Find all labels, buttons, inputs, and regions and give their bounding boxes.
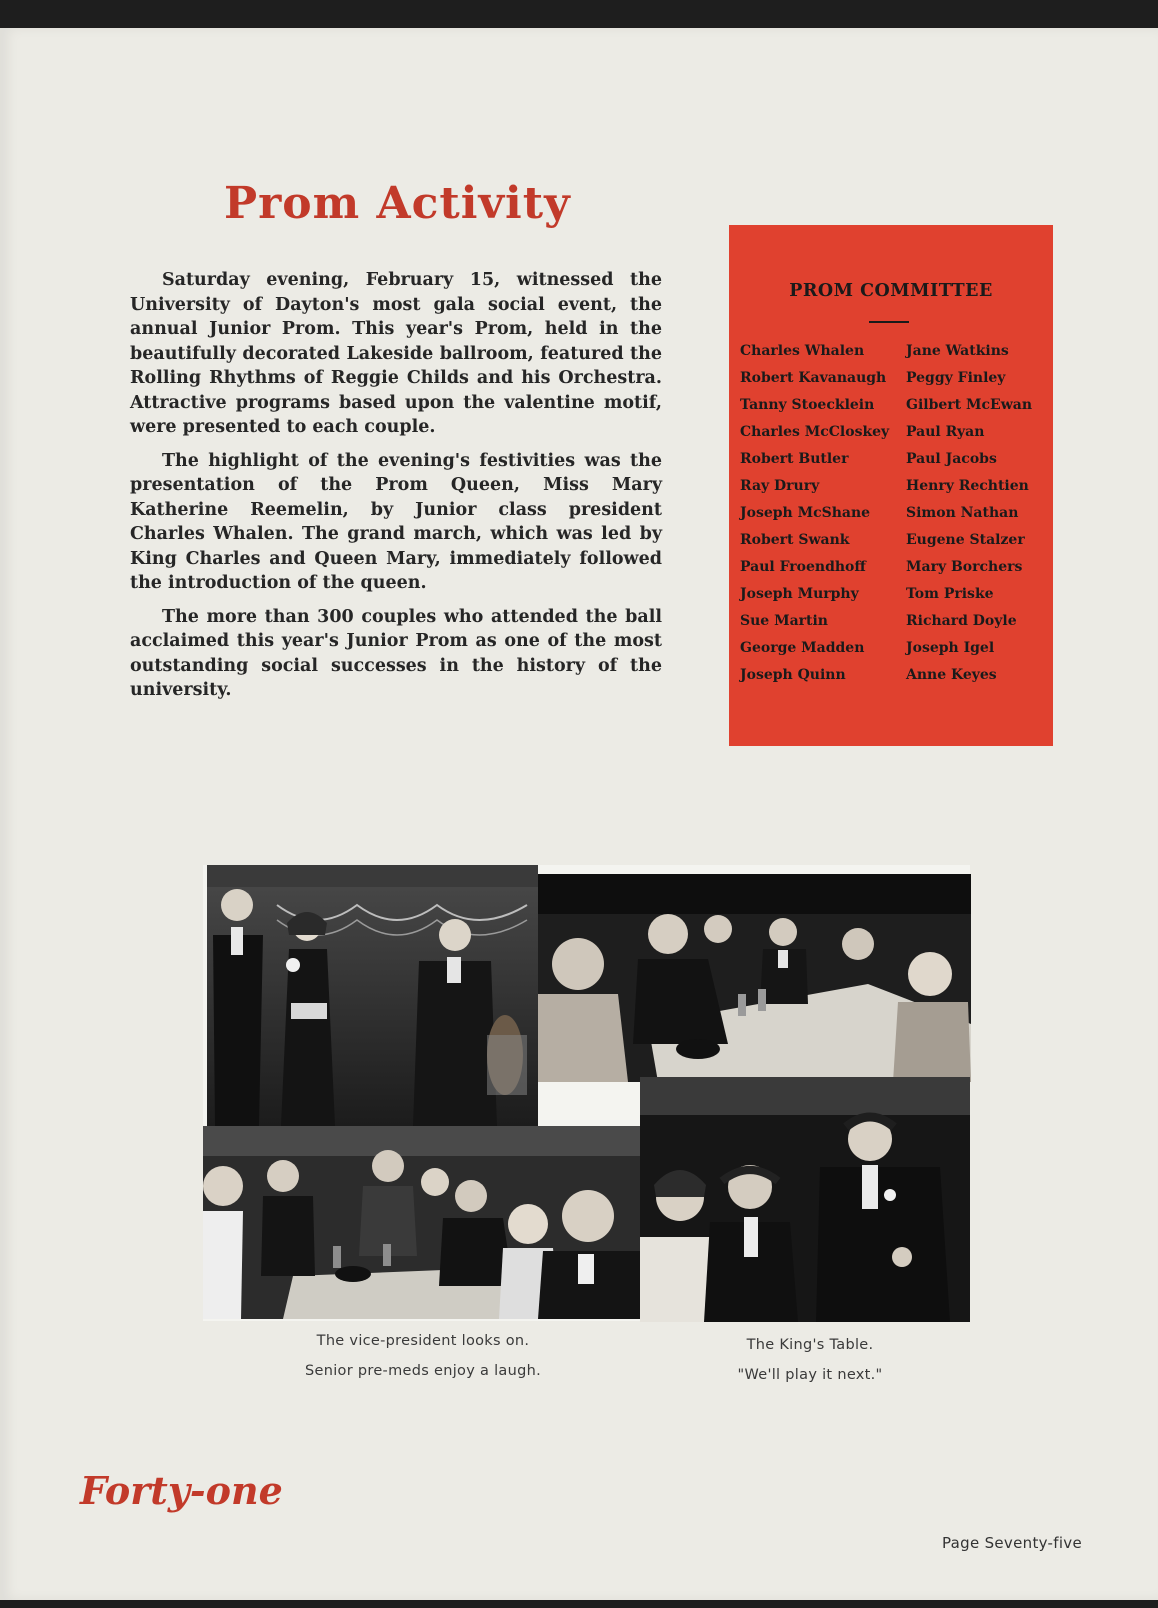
committee-member: Paul Ryan: [906, 424, 985, 440]
committee-member: Richard Doyle: [906, 613, 1017, 629]
committee-member: Joseph Quinn: [740, 667, 846, 683]
prom-committee-box: [729, 225, 1053, 746]
caption-left: [203, 1326, 643, 1386]
committee-member: Charles McCloskey: [740, 424, 890, 440]
committee-divider: [869, 321, 909, 323]
committee-member: Joseph Igel: [906, 640, 995, 656]
committee-member: Robert Swank: [740, 532, 850, 548]
committee-member: Ray Drury: [740, 478, 820, 494]
photo-vice-president: [207, 865, 538, 1126]
committee-title: PROM COMMITTEE: [789, 281, 993, 301]
committee-member: Tom Priske: [906, 586, 994, 602]
photo-kings-table: [538, 874, 971, 1082]
committee-member: Eugene Stalzer: [906, 532, 1025, 548]
committee-list: [740, 338, 1050, 689]
page-title: Prom Activity: [224, 178, 571, 229]
committee-member: Paul Froendhoff: [740, 559, 866, 575]
page-number: Page Seventy-five: [942, 1534, 1083, 1552]
paragraph: The more than 300 couples who attended the ball acclaimed this year's Junior Prom as one of the most outstanding social successes in the history of the university.: [130, 606, 662, 700]
committee-member: Gilbert McEwan: [906, 397, 1032, 413]
caption-line: The King's Table.: [746, 1337, 874, 1353]
committee-member: Henry Rechtien: [906, 478, 1029, 494]
paragraph: The highlight of the evening's festivities was the presentation of the Prom Queen, Miss Mary Katherine Reemelin, by Junior class president Charles Whalen. The grand march, which was led by King Charles and Queen Mary, immediately followed the introduction of the queen.: [130, 450, 662, 593]
committee-member: Joseph McShane: [740, 505, 871, 521]
photo-senior-pre-meds: [203, 1126, 640, 1319]
committee-member: Charles Whalen: [740, 343, 865, 359]
section-folio: Forty-one: [80, 1468, 283, 1513]
caption-line: The vice-president looks on.: [316, 1333, 530, 1349]
committee-member: Paul Jacobs: [906, 451, 997, 467]
caption-line: "We'll play it next.": [737, 1367, 883, 1383]
article-body: [130, 268, 662, 712]
caption-right: [675, 1330, 945, 1390]
committee-member: Anne Keyes: [906, 667, 997, 683]
yearbook-page: [0, 28, 1158, 1600]
committee-member: Mary Borchers: [906, 559, 1023, 575]
caption-line: Senior pre-meds enjoy a laugh.: [304, 1363, 541, 1379]
paragraph: Saturday evening, February 15, witnessed the University of Dayton's most gala social event, the annual Junior Prom. This year's Prom, held in the beautifully decorated Lakeside ballroom, featured the Rolling Rhythms of Reggie Childs and his Orchestra. Attractive programs based upon the valentine motif, were presented to each couple.: [130, 270, 662, 437]
committee-member: Robert Kavanaugh: [740, 370, 887, 386]
committee-member: Tanny Stoecklein: [740, 397, 875, 413]
committee-member: George Madden: [740, 640, 865, 656]
committee-member: Peggy Finley: [906, 370, 1006, 386]
committee-member: Simon Nathan: [906, 505, 1019, 521]
committee-member: Jane Watkins: [906, 343, 1009, 359]
photo-play-it-next: [640, 1077, 970, 1322]
committee-member: Robert Butler: [740, 451, 849, 467]
photo-collage: [203, 865, 970, 1321]
committee-member: Sue Martin: [740, 613, 828, 629]
committee-member: Joseph Murphy: [740, 586, 859, 602]
